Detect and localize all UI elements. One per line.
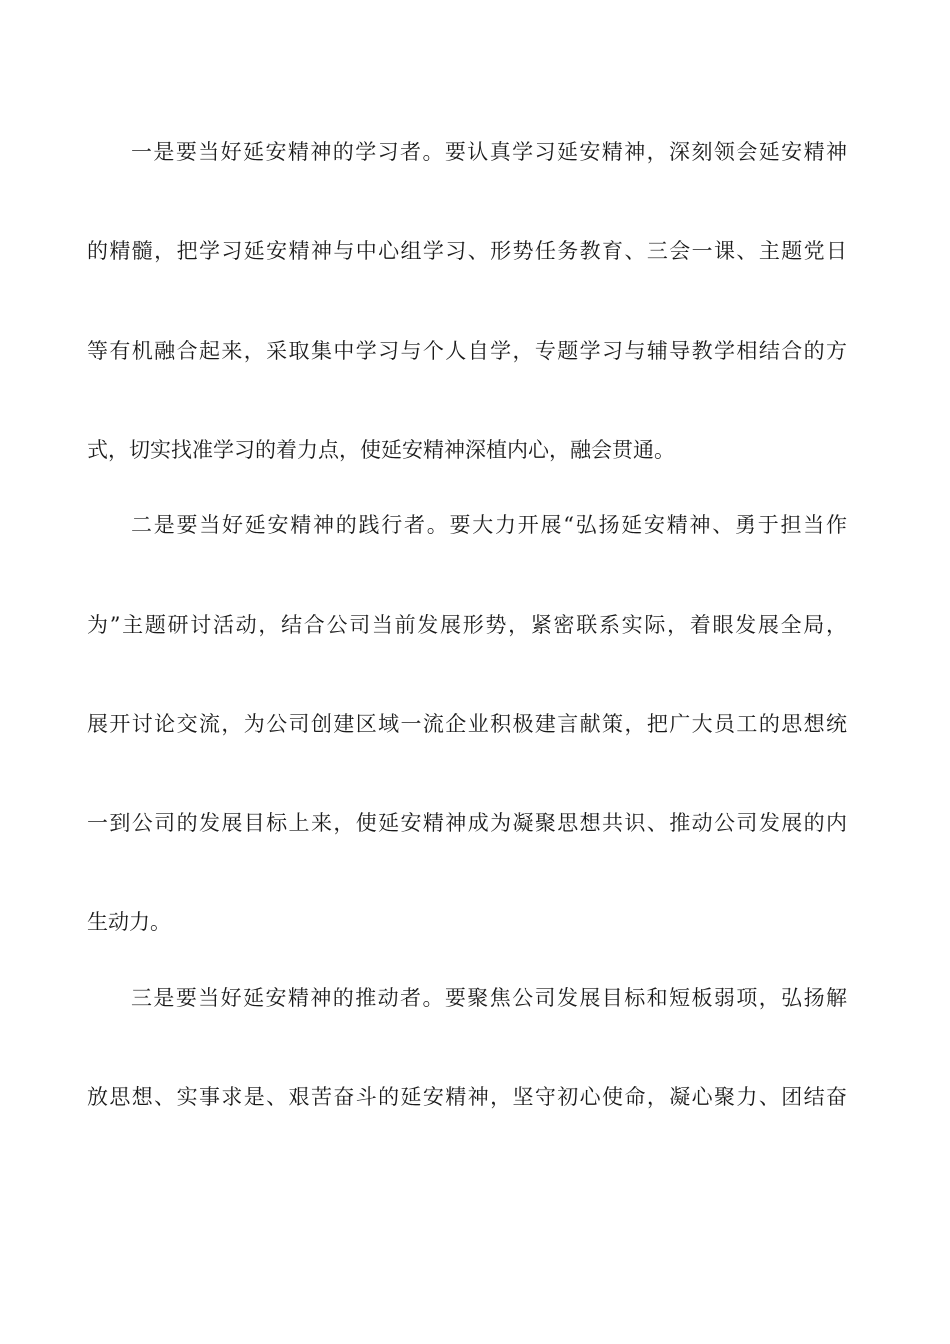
paragraph-1-line-3: 等有机融合起来，采取集中学习与个人自学，专题学习与辅导教学相结合的方 xyxy=(87,339,847,363)
paragraph-1-line-2: 的精髓，把学习延安精神与中心组学习、形势任务教育、三会一课、主题党日 xyxy=(87,239,847,263)
paragraph-2-line-4: 一到公司的发展目标上来，使延安精神成为凝聚思想共识、推动公司发展的内 xyxy=(87,811,847,835)
paragraph-3-line-1: 三是要当好延安精神的推动者。要聚焦公司发展目标和短板弱项，弘扬解 xyxy=(131,986,847,1010)
paragraph-2-line-1: 二是要当好延安精神的践行者。要大力开展“弘扬延安精神、勇于担当作 xyxy=(131,513,847,537)
paragraph-1-line-4: 式，切实找准学习的着力点，使延安精神深植内心，融会贯通。 xyxy=(87,438,675,462)
paragraph-3-line-2: 放思想、实事求是、艰苦奋斗的延安精神，坚守初心使命，凝心聚力、团结奋 xyxy=(87,1085,847,1109)
paragraph-2-line-3: 展开讨论交流，为公司创建区域一流企业积极建言献策，把广大员工的思想统 xyxy=(87,712,847,736)
paragraph-2-line-2: 为”主题研讨活动，结合公司当前发展形势，紧密联系实际，着眼发展全局， xyxy=(87,613,847,637)
paragraph-2-line-5: 生动力。 xyxy=(87,910,171,934)
paragraph-1-line-1: 一是要当好延安精神的学习者。要认真学习延安精神，深刻领会延安精神 xyxy=(131,140,847,164)
